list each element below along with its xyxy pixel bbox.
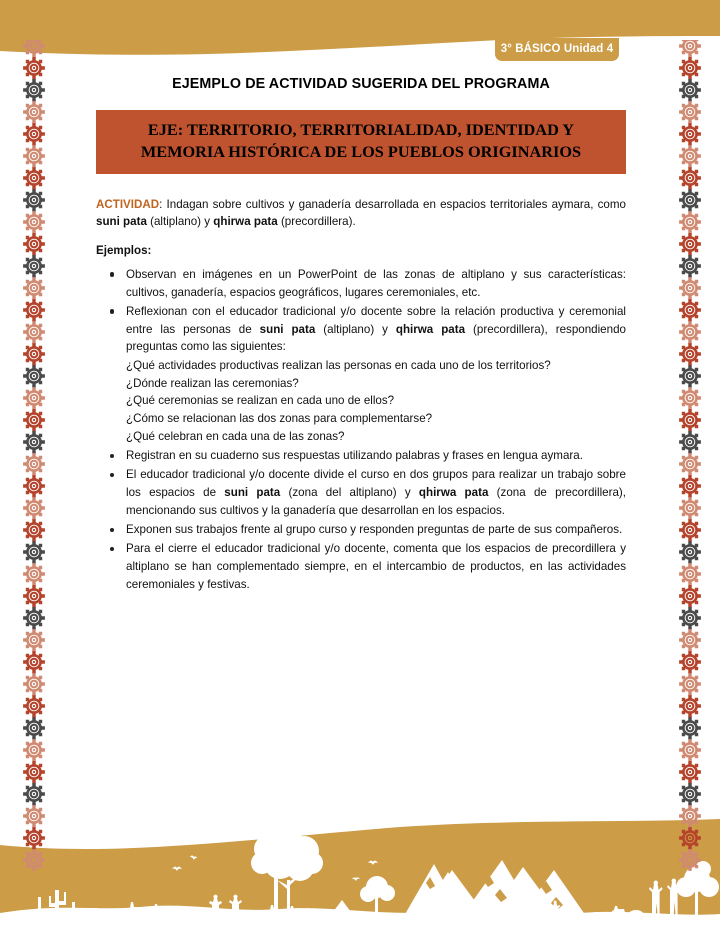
list-item-text-mid: (zona del altiplano) y (280, 486, 419, 500)
question-item: ¿Qué actividades productivas realizan las personas en cada uno de los territorios? (126, 359, 551, 373)
page-title: EJEMPLO DE ACTIVIDAD SUGERIDA DEL PROGRAMA (172, 76, 550, 92)
list-item-text-prefix: Reflexionan con el educador tradicional y/o docente sobre la relación productiva y ceremonial entre las personas de (126, 304, 626, 336)
eje-banner (96, 110, 626, 174)
list-item-text: Para el cierre el educador tradicional y/o docente, comenta que los espacios de precordillera y altiplano se han complementado siempre, en el intercambio de productos, en las actividades ceremoniales y festivas. (126, 542, 626, 591)
eje-banner-line-2: MEMORIA HISTÓRICA DE LOS PUEBLOS ORIGINARIOS (140, 142, 582, 162)
list-item-term-suni-pata: suni pata (224, 486, 281, 500)
list-item (96, 447, 626, 465)
list-item-text: Registran en su cuaderno sus respuestas utilizando palabras y frases en lengua aymara. (126, 449, 583, 463)
question-item: ¿Cómo se relacionan las dos zonas para complementarse? (126, 412, 433, 426)
list-item (96, 521, 626, 539)
list-item-text: Observan en imágenes en un PowerPoint de las zonas de altiplano y sus características: cultivos, ganadería, espacios geográficos, lugares ceremoniales, etc. (126, 267, 626, 299)
activity-term-suni-pata: suni pata (96, 215, 147, 229)
list-item-term-suni-pata: suni pata (259, 322, 316, 336)
eje-banner-line-1: EJE: TERRITORIO, TERRITORIALIDAD, IDENTIDAD Y (147, 120, 575, 139)
list-item-term-qhirwa-pata: qhirwa pata (395, 322, 466, 336)
activity-text-2: (altiplano) y (146, 215, 214, 229)
list-item-text-mid: (altiplano) y (315, 322, 396, 336)
guiding-questions-list (126, 357, 626, 446)
footer-landscape-scene (0, 817, 720, 932)
activity-term-qhirwa-pata: qhirwa pata (213, 215, 278, 229)
activity-text-3: (precordillera). (277, 215, 356, 229)
rosette-chain-left-icon (14, 40, 54, 892)
activity-paragraph (96, 196, 626, 231)
list-item-text-suffix: (zona de precordillera), mencionando sus cultivos y la ganadería que desarrollan en los espacios. (126, 486, 626, 517)
rosette-chain-right-icon (670, 40, 710, 892)
list-item-text: Exponen sus trabajos frente al grupo curso y responden preguntas de parte de sus compañeros. (126, 523, 623, 537)
document-content (96, 76, 626, 595)
left-decorative-border (14, 40, 54, 892)
activity-label: ACTIVIDAD (96, 197, 160, 211)
question-item: ¿Dónde realizan las ceremonias? (126, 376, 299, 390)
list-item (96, 303, 626, 446)
activity-text-1: : Indagan sobre cultivos y ganadería desarrollada en espacios territoriales aymara, como (159, 197, 626, 211)
list-item-text-prefix: El educador tradicional y/o docente divide el curso en dos grupos para realizar un trabajo sobre los espacios de (126, 468, 626, 500)
examples-heading: Ejemplos: (96, 243, 152, 257)
right-decorative-border (670, 40, 710, 892)
question-item: ¿Qué celebran en cada una de las zonas? (126, 429, 345, 443)
list-item (96, 540, 626, 593)
list-item (96, 466, 626, 519)
question-item: ¿Qué ceremonias se realizan en cada uno de ellos? (126, 394, 395, 408)
unit-badge: 3° BÁSICO Unidad 4 (495, 38, 619, 61)
list-item (96, 266, 626, 301)
examples-list (96, 266, 626, 594)
list-item-term-qhirwa-pata: qhirwa pata (418, 486, 489, 500)
list-item-text-suffix: (precordillera), respondiendo preguntas como las siguientes: (126, 322, 626, 354)
